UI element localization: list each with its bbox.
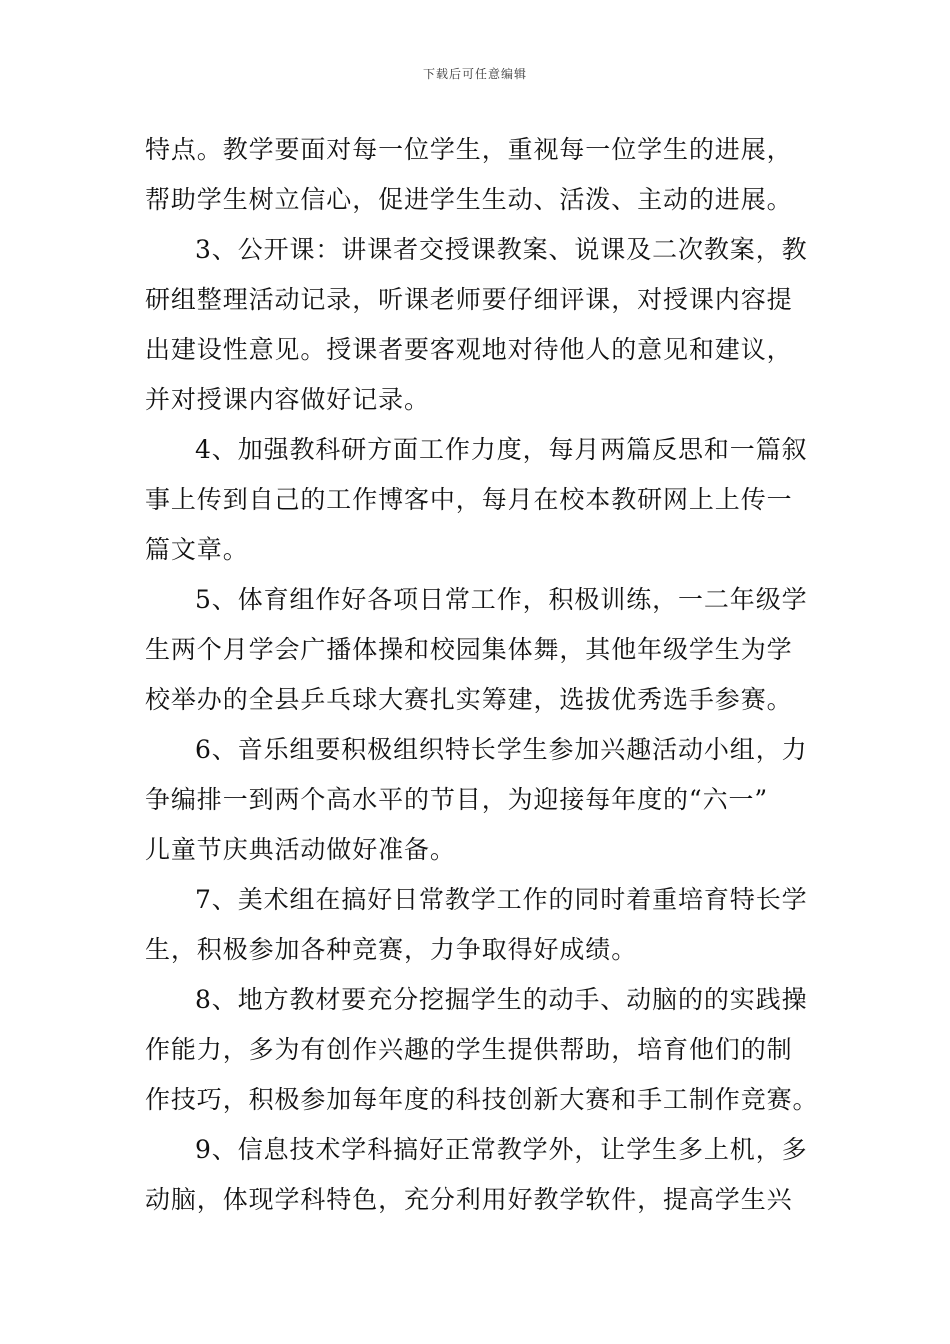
text-line: 3、公开课：讲课者交授课教案、说课及二次教案，教 [195,235,808,264]
text-line: 篇文章。 [145,535,249,564]
text-line: 6、音乐组要积极组织特长学生参加兴趣活动小组，力 [195,735,808,764]
text-line: 争编排一到两个高水平的节目，为迎接每年度的“六一” [145,785,769,814]
text-line: 5、体育组作好各项日常工作，积极训练，一二年级学 [195,585,808,614]
text-line: 作技巧，积极参加每年度的科技创新大赛和手工制作竞赛。 [145,1085,819,1114]
text-line: 生，积极参加各种竞赛，力争取得好成绩。 [145,935,638,964]
text-line: 并对授课内容做好记录。 [145,385,430,414]
text-line: 8、地方教材要充分挖掘学生的动手、动脑的的实践操 [195,985,808,1014]
text-line: 儿童节庆典活动做好准备。 [145,835,456,864]
text-line: 7、美术组在搞好日常教学工作的同时着重培育特长学 [195,885,808,914]
text-line: 动脑，体现学科特色，充分利用好教学软件，提高学生兴 [145,1185,793,1214]
text-line: 校举办的全县乒乓球大赛扎实筹建，选拔优秀选手参赛。 [145,685,793,714]
document-body [145,125,819,1225]
text-line: 事上传到自己的工作博客中，每月在校本教研网上上传一 [145,485,793,514]
text-line: 出建设性意见。授课者要客观地对待他人的意见和建议， [145,335,793,364]
text-line: 9、信息技术学科搞好正常教学外，让学生多上机，多 [195,1135,808,1164]
text-line: 生两个月学会广播体操和校园集体舞，其他年级学生为学 [145,635,793,664]
text-line: 作能力，多为有创作兴趣的学生提供帮助，培育他们的制 [145,1035,793,1064]
text-line: 4、加强教科研方面工作力度，每月两篇反思和一篇叙 [195,435,808,464]
text-line: 帮助学生树立信心，促进学生生动、活泼、主动的进展。 [145,185,793,214]
text-line: 特点。教学要面对每一位学生，重视每一位学生的进展， [145,135,793,164]
text-line: 研组整理活动记录，听课老师要仔细评课，对授课内容提 [145,285,793,314]
page-header-note: 下载后可任意编辑 [422,67,527,81]
